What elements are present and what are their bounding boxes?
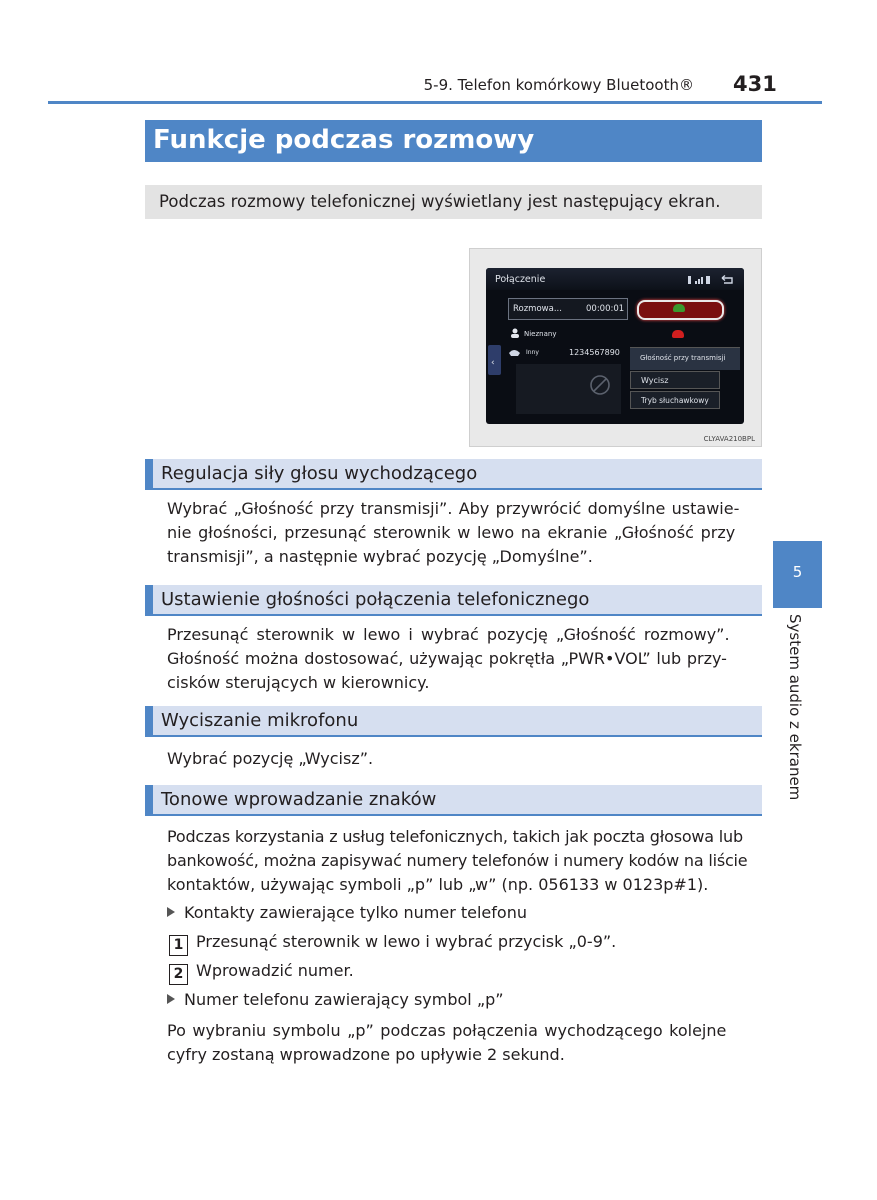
text-line: Głośność można dostosować, używając pokrętła „PWR•VOL” lub przy- xyxy=(167,649,727,668)
section-body xyxy=(167,825,762,897)
chapter-label: System audio z ekranem xyxy=(786,614,804,801)
section-heading: Ustawienie głośności połączenia telefonicznego xyxy=(161,589,590,610)
section-header-marker xyxy=(145,706,153,735)
page-title: Funkcje podczas rozmowy xyxy=(153,125,535,155)
figure-code: CLYAVA210BPL xyxy=(703,435,755,443)
step-item xyxy=(169,961,354,985)
section-body xyxy=(167,497,762,569)
chapter-number: 5 xyxy=(792,563,803,581)
intro-text: Podczas rozmowy telefonicznej wyświetlany jest następujący ekran. xyxy=(159,192,721,211)
step-number: 2 xyxy=(169,964,188,985)
section-header-tone-input xyxy=(145,785,762,816)
step-number: 1 xyxy=(169,935,188,956)
page-title-bar xyxy=(145,120,762,162)
disabled-icon xyxy=(589,374,611,396)
text-line: Wybrać „Głośność przy transmisji”. Aby przywrócić domyślne ustawie- xyxy=(167,499,740,518)
contact-type: Inny xyxy=(526,349,539,356)
call-label: Rozmowa... xyxy=(513,304,562,314)
step-text: Przesunąć sterownik w lewo i wybrać przycisk „0-9”. xyxy=(196,932,617,951)
section-header-marker xyxy=(145,585,153,614)
phone-type-icon xyxy=(508,348,521,357)
bullet-text: Numer telefonu zawierający symbol „p” xyxy=(184,990,504,1009)
call-timer: 00:00:01 xyxy=(586,304,625,314)
contact-name: Nieznany xyxy=(524,330,557,338)
bluetooth-icon xyxy=(688,276,691,284)
text-line: Przesunąć sterownik w lewo i wybrać pozycję „Głośność rozmowy”. xyxy=(167,625,730,644)
section-header-call-volume xyxy=(145,585,762,616)
step-item xyxy=(169,932,616,956)
section-heading: Wyciszanie mikrofonu xyxy=(161,710,359,731)
hang-up-icon[interactable] xyxy=(672,330,684,338)
phone-green-icon xyxy=(673,304,685,312)
triangle-bullet-icon xyxy=(167,907,175,917)
text-line: Po wybraniu symbolu „p” podczas połączenia wychodzącego kolejne xyxy=(167,1021,727,1040)
header-rule xyxy=(48,101,822,104)
status-icons xyxy=(686,274,738,286)
section-body xyxy=(167,623,762,695)
screen-title: Połączenie xyxy=(495,274,546,285)
person-icon xyxy=(510,328,520,338)
intro-box xyxy=(145,185,762,219)
text-line: Wybrać pozycję „Wycisz”. xyxy=(167,749,374,768)
phone-number: 1234567890 xyxy=(569,348,620,357)
step-text: Wprowadzić numer. xyxy=(196,961,354,980)
section-heading: Regulacja siły głosu wychodzącego xyxy=(161,463,478,484)
text-line: cyfry zostaną wprowadzone po upływie 2 sekund. xyxy=(167,1045,565,1064)
section-header-mute xyxy=(145,706,762,737)
menu-item-handset-label: Tryb słuchawkowy xyxy=(641,396,709,405)
text-line: transmisji”, a następnie wybrać pozycję „Domyślne”. xyxy=(167,547,593,566)
call-screen-figure xyxy=(469,248,762,447)
section-body xyxy=(167,747,762,771)
section-header-marker xyxy=(145,459,153,488)
text-line: nie głośności, przesunąć sterownik w lewo na ekranie „Głośność przy xyxy=(167,523,736,542)
bullet-item xyxy=(167,990,504,1009)
chevron-left-icon: ‹ xyxy=(491,358,495,368)
text-line: Podczas korzystania z usług telefonicznych, takich jak poczta głosowa lub xyxy=(167,827,743,846)
call-accept-button[interactable] xyxy=(637,300,724,320)
page-number: 431 xyxy=(733,72,777,96)
triangle-bullet-icon xyxy=(167,994,175,1004)
running-header-section: 5-9. Telefon komórkowy Bluetooth® xyxy=(423,76,694,94)
text-line: cisków sterujących w kierownicy. xyxy=(167,673,430,692)
signal-icon xyxy=(695,281,697,284)
battery-icon xyxy=(706,276,710,284)
bullet-text: Kontakty zawierające tylko numer telefonu xyxy=(184,903,527,922)
section-heading: Tonowe wprowadzanie znaków xyxy=(161,789,437,810)
chapter-tab xyxy=(773,541,822,608)
section-header-marker xyxy=(145,785,153,814)
call-screen xyxy=(486,268,744,424)
text-line: kontaktów, używając symboli „p” lub „w” (np. 056133 w 0123p#1). xyxy=(167,875,709,894)
section-body xyxy=(167,1019,762,1067)
section-header-outgoing-volume xyxy=(145,459,762,490)
menu-item-volume-label: Głośność przy transmisji xyxy=(640,354,726,362)
menu-item-mute-label: Wycisz xyxy=(641,376,669,385)
text-line: bankowość, można zapisywać numery telefonów i numery kodów na liście xyxy=(167,851,748,870)
bullet-item xyxy=(167,903,527,922)
